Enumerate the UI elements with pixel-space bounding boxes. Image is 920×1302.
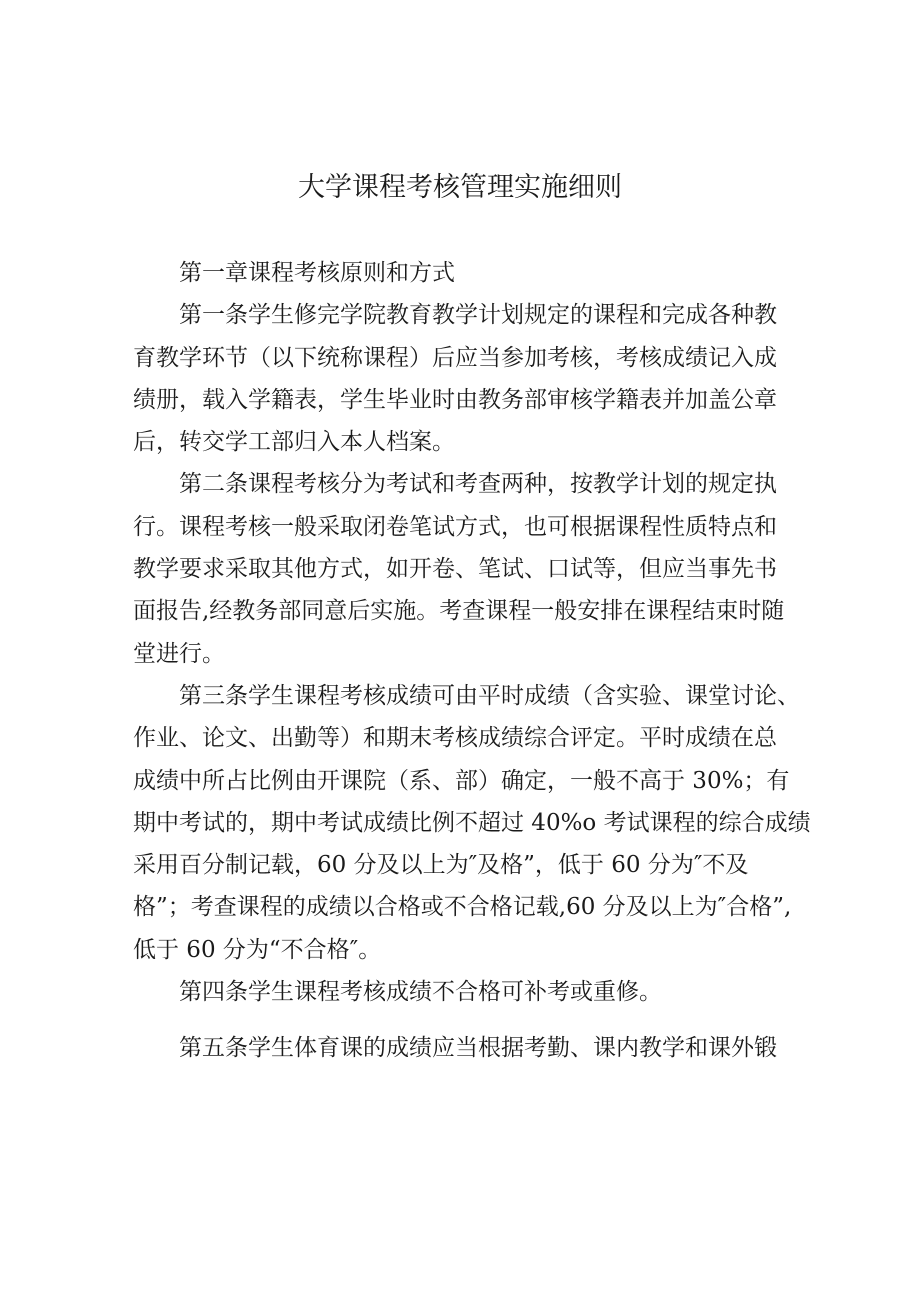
text-line: 第五条学生体育课的成绩应当根据考勤、课内教学和课外锻 — [179, 1035, 777, 1062]
paragraph-spacer — [133, 1013, 795, 1027]
text-line: 教学要求采取其他方式，如开卷、笔试、口试等，但应当事先书 — [133, 556, 777, 583]
document-title: 大学课程考核管理实施细则 — [298, 172, 622, 203]
text-line: 后，转交学工部归入本人档案。 — [133, 429, 455, 456]
text-line: 第三条学生课程考核成绩可由平时成绩（含实验、课堂讨论、 — [179, 682, 800, 709]
article-3 — [133, 675, 811, 971]
article-1 — [133, 294, 795, 463]
chapter-heading: 第一章课程考核原则和方式 — [179, 260, 455, 286]
text-line: 育教学环节（以下统称课程）后应当参加考核，考核成绩记入成 — [133, 344, 777, 371]
text-line: 作业、论文、出勤等）和期末考核成绩综合评定。平时成绩在总 — [133, 725, 777, 752]
text-line: 低于 60 分为“不合格″。 — [133, 936, 382, 963]
text-line: 绩册，载入学籍表，学生毕业时由教务部审核学籍表并加盖公章 — [133, 386, 777, 413]
text-line: 第二条课程考核分为考试和考查两种，按教学计划的规定执 — [179, 471, 777, 498]
text-line: 第一条学生修完学院教育教学计划规定的课程和完成各种教 — [179, 302, 777, 329]
article-2 — [133, 463, 795, 674]
text-line: 面报告,经教务部同意后实施。考查课程一般安排在课程结束时随 — [133, 598, 785, 625]
text-line: 堂进行。 — [133, 640, 225, 667]
text-line: 成绩中所占比例由开课院（系、部）确定，一般不高于 30%；有 — [133, 767, 790, 794]
text-line: 第四条学生课程考核成绩不合格可补考或重修。 — [179, 979, 662, 1006]
text-line: 行。课程考核一般采取闭卷笔试方式，也可根据课程性质特点和 — [133, 513, 777, 540]
document-body — [133, 252, 811, 1070]
text-line: 采用百分制记载，60 分及以上为″及格”，低于 60 分为″不及 — [133, 852, 749, 879]
text-line: 期中考试的，期中考试成绩比例不超过 40%o 考试课程的综合成绩 — [133, 809, 811, 836]
article-4 — [133, 971, 795, 1013]
article-5 — [133, 1027, 795, 1069]
text-line: 格”；考查课程的成绩以合格或不合格记载,60 分及以上为″合格”, — [133, 894, 792, 921]
